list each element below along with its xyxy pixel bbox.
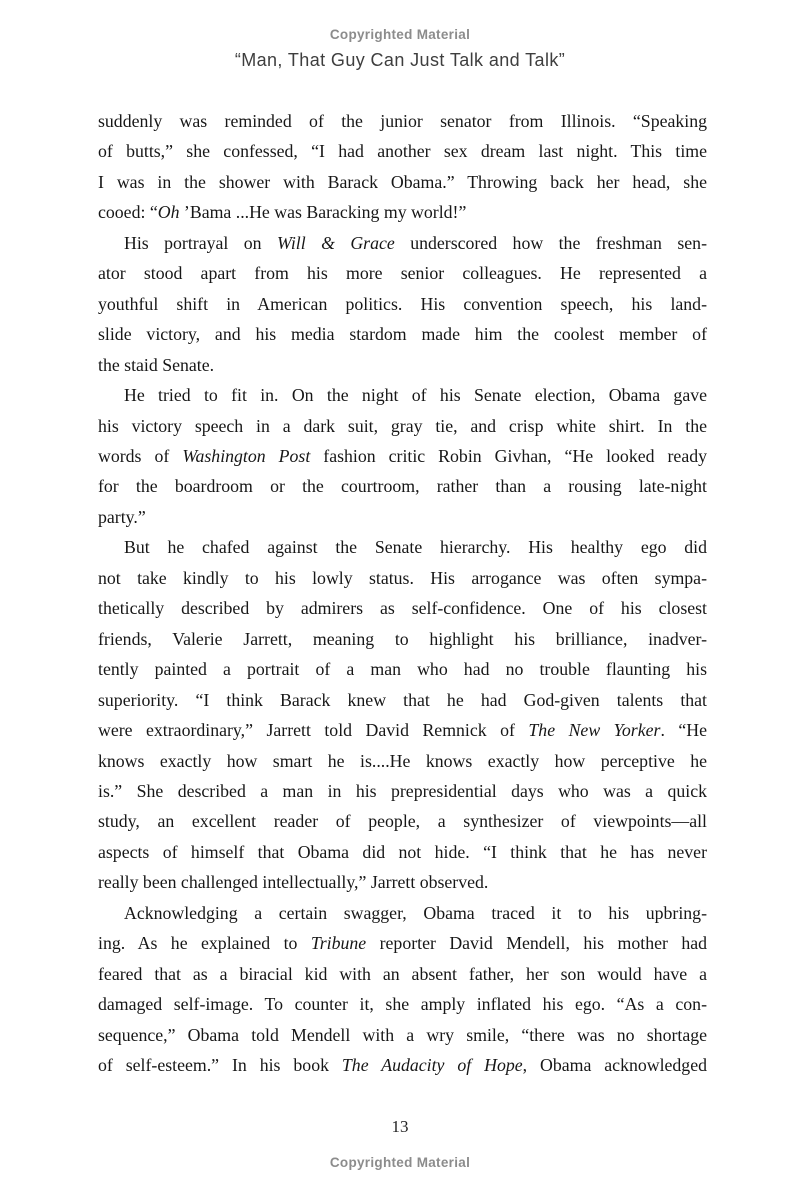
page-number: 13 xyxy=(391,1117,409,1136)
text-line: study, an excellent reader of people, a synthesizer of viewpoints—all xyxy=(98,811,707,832)
paragraph xyxy=(98,532,707,897)
copyright-notice-top: Copyrighted Material xyxy=(329,27,471,42)
text-line: But he chafed against the Senate hierarchy. His healthy ego did xyxy=(124,537,707,558)
text-line: tently painted a portrait of a man who had no trouble flaunting his xyxy=(98,659,707,680)
text-line: not take kindly to his lowly status. His arrogance was often sympa- xyxy=(98,567,707,588)
text-line: superiority. “I think Barack knew that he had God-given talents that xyxy=(98,689,707,710)
text-line: youthful shift in American politics. His convention speech, his land- xyxy=(98,293,707,314)
paragraph xyxy=(98,106,707,228)
text-line: suddenly was reminded of the junior senator from Illinois. “Speaking xyxy=(98,111,707,131)
paragraph xyxy=(98,380,707,532)
text-line: his victory speech in a dark suit, gray tie, and crisp white shirt. In the xyxy=(98,415,707,436)
text-line: His portrayal on Will & Grace underscored how the freshman sen- xyxy=(124,232,707,253)
body-text xyxy=(98,106,707,1081)
text-line: feared that as a biracial kid with an absent father, her son would have a xyxy=(98,963,707,984)
text-line: ator stood apart from his more senior colleagues. He represented a xyxy=(98,263,707,284)
paragraph xyxy=(98,898,707,1081)
copyright-notice-bottom: Copyrighted Material xyxy=(329,1155,471,1170)
text-line: the staid Senate. xyxy=(98,354,215,375)
text-line: slide victory, and his media stardom made him the coolest member of xyxy=(98,324,707,345)
paragraph xyxy=(98,228,707,380)
text-line: I was in the shower with Barack Obama.” Throwing back her head, she xyxy=(98,171,707,192)
text-line: for the boardroom or the courtroom, rather than a rousing late-night xyxy=(98,476,707,497)
text-line: damaged self-image. To counter it, she amply inflated his ego. “As a con- xyxy=(98,994,707,1015)
text-line: ing. As he explained to Tribune reporter David Mendell, his mother had xyxy=(98,933,707,954)
text-line: friends, Valerie Jarrett, meaning to highlight his brilliance, inadver- xyxy=(98,628,707,649)
text-line: thetically described by admirers as self-confidence. One of his closest xyxy=(98,598,707,619)
text-line: cooed: “Oh ’Bama ...He was Baracking my world!” xyxy=(98,202,467,223)
text-line: party.” xyxy=(98,506,146,527)
text-line: sequence,” Obama told Mendell with a wry smile, “there was no shortage xyxy=(98,1024,707,1045)
text-line: He tried to fit in. On the night of his Senate election, Obama gave xyxy=(124,385,707,406)
text-line: aspects of himself that Obama did not hide. “I think that he has never xyxy=(98,841,707,862)
text-line: words of Washington Post fashion critic Robin Givhan, “He looked ready xyxy=(98,445,707,466)
text-line: really been challenged intellectually,” Jarrett observed. xyxy=(98,872,489,893)
text-line: of self-esteem.” In his book The Audacity of Hope, Obama acknowledged xyxy=(98,1055,707,1076)
running-head: “Man, That Guy Can Just Talk and Talk” xyxy=(234,50,566,70)
text-line: is.” She described a man in his prepresidential days who was a quick xyxy=(98,780,707,801)
text-line: knows exactly how smart he is....He knows exactly how perceptive he xyxy=(98,750,707,771)
text-line: Acknowledging a certain swagger, Obama traced it to his upbring- xyxy=(124,902,707,923)
text-line: were extraordinary,” Jarrett told David Remnick of The New Yorker. “He xyxy=(98,720,707,741)
text-line: of butts,” she confessed, “I had another sex dream last night. This time xyxy=(98,141,707,162)
